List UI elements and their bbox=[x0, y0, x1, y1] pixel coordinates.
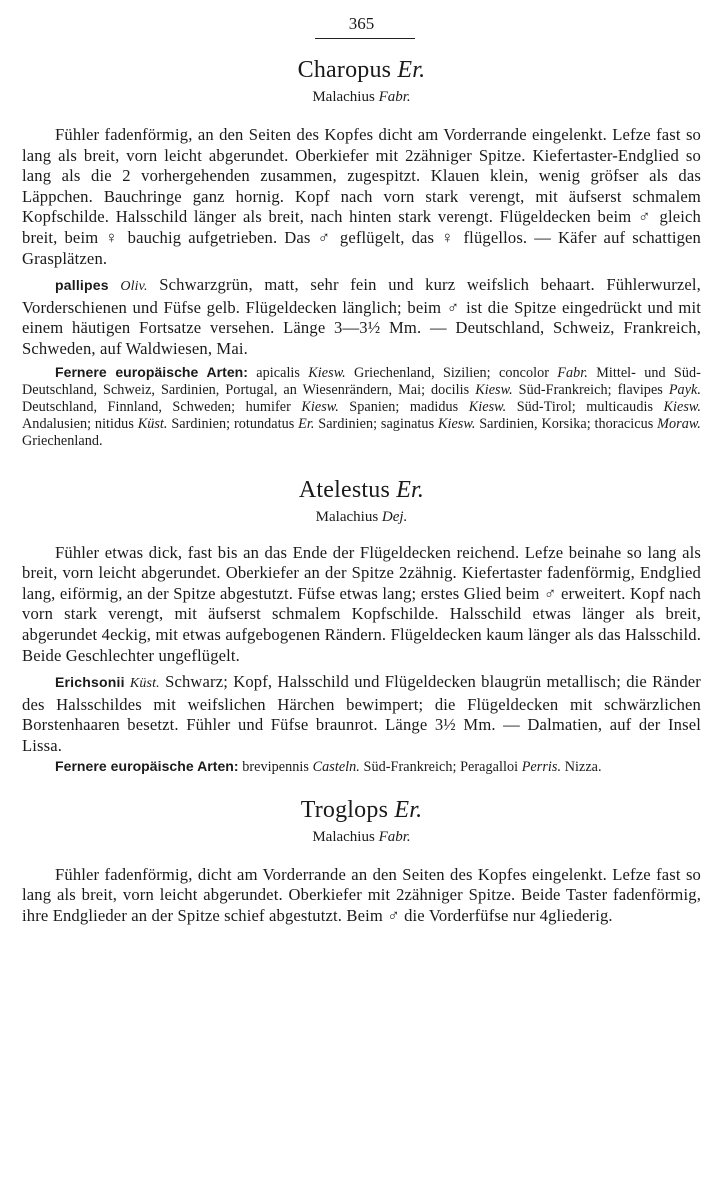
other-species-label: Fernere europäische Arten: bbox=[55, 363, 248, 380]
species-author: Oliv. bbox=[120, 279, 148, 295]
synonym-author: Dej. bbox=[381, 508, 408, 525]
synonym-genus: Malachius bbox=[315, 508, 379, 525]
other-species-item bbox=[377, 416, 591, 432]
species-description: Schwarz; Kopf, Halsschild und Flügeldecken blaugrün metallisch; die Ränder des Halsschildes mit weifslichen Härchen bewimpert; die Flügeldecken mit schwärzlichen Borstenhaaren besetzt. Fühler und Füfse braunrot. Länge 3½ Mm. — Dalmatien, auf der Insel Lissa. bbox=[22, 672, 701, 755]
other-species-range: Nizza. bbox=[564, 759, 602, 776]
genus-author: Er. bbox=[397, 57, 426, 83]
other-species-name: flavipes bbox=[617, 381, 663, 398]
other-species-name: saginatus bbox=[380, 416, 435, 433]
other-species-author: Payk. bbox=[668, 381, 701, 398]
genus-name: Troglops bbox=[300, 796, 389, 823]
genus-section-atelestus bbox=[22, 475, 701, 777]
other-species-range: Griechenland, Sizilien; bbox=[354, 364, 491, 381]
other-species-range: Sardinien, Korsika; bbox=[479, 416, 591, 433]
other-species-author: Kiesw. bbox=[468, 398, 507, 415]
other-species-name: Peragalloi bbox=[460, 759, 519, 776]
other-species-item bbox=[456, 759, 601, 775]
genus-author: Er. bbox=[396, 476, 425, 503]
other-species-range: Mittel- und Süd-Deutschland, Schweiz, Sardinien, Portugal, an Wiesenrändern, Mai; bbox=[22, 364, 701, 398]
synonym-author: Fabr. bbox=[378, 89, 411, 105]
genus-title bbox=[22, 475, 701, 505]
other-species-range: Andalusien; bbox=[22, 416, 92, 433]
other-species-item bbox=[242, 759, 456, 775]
genus-name: Charopus bbox=[297, 57, 392, 83]
other-species-item bbox=[256, 365, 490, 381]
other-species-author: Kiesw. bbox=[663, 398, 701, 415]
other-species-name: thoracicus bbox=[594, 416, 654, 433]
other-species-item bbox=[230, 416, 377, 432]
species-entry-erichsonii bbox=[22, 672, 701, 756]
other-species-author: Er. bbox=[298, 416, 315, 433]
other-species-label: Fernere europäische Arten: bbox=[55, 758, 239, 775]
genus-description: Fühler etwas dick, fast bis an das Ende der Flügeldecken reichend. Lefze beinahe so lang als breit, vorn leicht abgerundet. Oberkiefer an der Spitze 2zähnig. Kiefertaster fadenförmig, Endglied lang, eiförmig, an der Spitze abgestutzt. Füfse etwas lang; erstes Glied beim ♂ erweitert. Kopf nach vorn stark verengt, mit äufserst schmalem Kopfschilde. Halsschild etwas länger als breit, abgerundet 4eckig, mit etwas aufgebogenen Rändern. Flügeldecken kaum länger als das Halsschild. Beide Geschlechter ungeflügelt. bbox=[22, 542, 701, 665]
species-entry-pallipes bbox=[22, 275, 701, 359]
species-name: Erichsonii bbox=[55, 674, 125, 691]
genus-subtitle bbox=[22, 827, 701, 847]
other-species-item bbox=[399, 399, 575, 415]
other-species-name: nitidus bbox=[94, 416, 134, 433]
genus-author: Er. bbox=[394, 796, 423, 823]
other-species-range: Süd-Tirol; bbox=[516, 398, 576, 415]
other-species-range: Sardinien; bbox=[171, 416, 231, 433]
synonym-genus: Malachius bbox=[312, 828, 375, 845]
other-species-list bbox=[22, 364, 701, 451]
other-species-range: Deutschland, Finnland, Schweden; bbox=[22, 398, 236, 415]
genus-name: Atelestus bbox=[298, 476, 390, 503]
other-species-name: multicaudis bbox=[586, 398, 654, 415]
genus-title bbox=[22, 55, 701, 85]
other-species-author: Kiesw. bbox=[475, 381, 513, 398]
other-species-range: Griechenland. bbox=[22, 433, 103, 450]
synonym-genus: Malachius bbox=[312, 89, 375, 105]
synonym-author: Fabr. bbox=[378, 828, 411, 845]
species-author: Küst. bbox=[129, 676, 160, 692]
genus-subtitle bbox=[22, 87, 701, 107]
other-species-author: Küst. bbox=[137, 416, 168, 433]
other-species-author: Moraw. bbox=[657, 416, 701, 433]
other-species-name: brevipennis bbox=[242, 759, 309, 776]
page-number: 365 bbox=[348, 14, 375, 33]
other-species-author: Kiesw. bbox=[437, 416, 476, 433]
page-number-rule bbox=[315, 38, 415, 39]
genus-title bbox=[22, 795, 701, 825]
other-species-range: Spanien; bbox=[349, 398, 400, 415]
species-name: pallipes bbox=[55, 277, 109, 294]
other-species-item bbox=[235, 399, 399, 415]
genus-section-troglops bbox=[22, 795, 701, 927]
genus-section-charopus bbox=[22, 55, 701, 451]
other-species-author: Kiesw. bbox=[308, 364, 346, 381]
other-species-name: humifer bbox=[245, 398, 291, 415]
genus-description: Fühler fadenförmig, an den Seiten des Kopfes dicht am Vorderrande eingelenkt. Lefze fast so lang als breit, vorn leicht abgerundet. Oberkiefer mit 2zähniger Spitze. Kiefertaster-Endglied so lang als die 2 vorhergehenden zusammen, zugespitzt. Klauen klein, wenig gröfser als das Läppchen. Bauchringe ganz hornig. Kopf nach vorn stark verengt, mit äufserst schmalem Kopfschilde. Halsschild länger als breit, nach hinten stark verengt. Flügeldecken beim ♂ gleich breit, beim ♀ bauchig aufgetrieben. Das ♂ geflügelt, das ♀ flügellos. — Käfer auf schattigen Grasplätzen. bbox=[22, 125, 701, 268]
other-species-range: Süd-Frankreich; bbox=[363, 759, 457, 776]
other-species-name: docilis bbox=[431, 381, 470, 398]
genus-description: Fühler fadenförmig, dicht am Vorderrande an den Seiten des Kopfes eingelenkt. Lefze fast so lang als breit, vorn leicht abgerundet. Oberkiefer mit 2zähniger Spitze. Beide Taster fadenförmig, ihre Endglieder an der Spitze schief abgestutzt. Beim ♂ die Vorderfüfse nur 4gliederig. bbox=[22, 864, 701, 925]
other-species-author: Fabr. bbox=[557, 364, 588, 381]
genus-subtitle bbox=[22, 507, 701, 527]
species-description: Schwarzgrün, matt, sehr fein und kurz weifslich behaart. Fühlerwurzel, Vorderschienen und Füfse gelb. Flügeldecken länglich; beim ♂ ist die Spitze eingedrückt und mit einem häutigen Fortsatze versehen. Länge 3—3½ Mm. — Deutschland, Schweiz, Frankreich, Schweden, auf Waldwiesen, Mai. bbox=[22, 275, 701, 358]
other-species-author: Perris. bbox=[521, 759, 562, 776]
other-species-list bbox=[22, 758, 701, 776]
other-species-name: concolor bbox=[498, 364, 550, 381]
other-species-name: madidus bbox=[409, 398, 459, 415]
other-species-item bbox=[91, 416, 230, 432]
other-species-author: Casteln. bbox=[312, 759, 360, 776]
other-species-range: Sardinien; bbox=[318, 416, 378, 433]
other-species-range: Süd-Frankreich; bbox=[518, 381, 612, 398]
other-species-name: rotundatus bbox=[233, 416, 295, 433]
other-species-author: Kiesw. bbox=[301, 398, 339, 415]
other-species-item bbox=[425, 382, 612, 398]
other-species-name: apicalis bbox=[256, 364, 300, 381]
